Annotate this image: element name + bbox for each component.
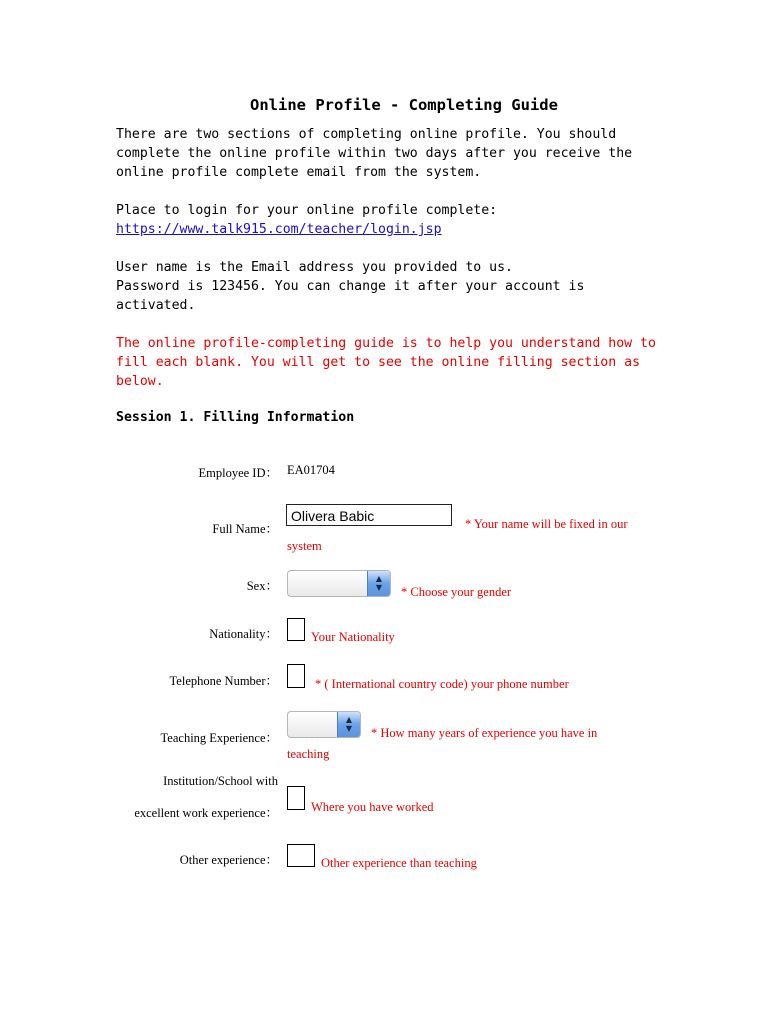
teaching-experience-note: * How many years of experience you have in xyxy=(371,726,598,740)
password-info-cont: activated. xyxy=(116,298,196,313)
guide-note-line-2: fill each blank. You will get to see the online filling section as xyxy=(116,355,641,370)
page-title: Online Profile - Completing Guide xyxy=(250,96,558,114)
teaching-experience-label: Teaching Experience： xyxy=(160,731,278,745)
sex-note: * Choose your gender xyxy=(401,585,512,599)
guide-note-line-3: below. xyxy=(116,374,164,389)
employee-id-label: Employee ID： xyxy=(198,466,278,480)
full-name-label: Full Name： xyxy=(212,522,278,536)
teaching-experience-select[interactable] xyxy=(287,711,361,738)
intro-line-1: There are two sections of completing online profile. You should xyxy=(116,127,617,142)
institution-label: Institution/School with xyxy=(163,774,278,788)
full-name-note: * Your name will be fixed in our xyxy=(465,517,628,531)
password-info: Password is 123456. You can change it after your account is xyxy=(116,279,585,294)
username-info: User name is the Email address you provided to us. xyxy=(116,260,513,275)
nationality-field[interactable] xyxy=(287,618,305,641)
intro-line-3: online profile complete email from the system. xyxy=(116,165,482,180)
login-link[interactable]: https://www.talk915.com/teacher/login.jsp xyxy=(116,222,442,237)
nationality-label: Nationality： xyxy=(209,627,278,641)
full-name-note-cont: system xyxy=(287,539,322,553)
full-name-field[interactable]: Olivera Babic xyxy=(286,504,452,526)
institution-label-cont: excellent work experience： xyxy=(134,806,278,820)
institution-note: Where you have worked xyxy=(311,800,434,814)
sex-label: Sex： xyxy=(246,579,278,593)
intro-line-2: complete the online profile within two days after you receive the xyxy=(116,146,633,161)
teaching-experience-note-cont: teaching xyxy=(287,747,330,761)
telephone-note: * ( International country code) your phone number xyxy=(315,677,569,691)
guide-note-line-1: The online profile-completing guide is to help you understand how to xyxy=(116,336,656,351)
nationality-note: Your Nationality xyxy=(311,630,395,644)
other-experience-field[interactable] xyxy=(287,844,315,867)
institution-field[interactable] xyxy=(287,786,305,810)
sex-select[interactable] xyxy=(287,570,391,597)
login-text: Place to login for your online profile complete: xyxy=(116,203,498,218)
telephone-field[interactable] xyxy=(287,664,305,688)
session-heading: Session 1. Filling Information xyxy=(116,410,355,425)
telephone-label: Telephone Number： xyxy=(169,674,278,688)
select-arrows-icon: ▲ ▼ xyxy=(367,571,390,596)
employee-id-value: EA01704 xyxy=(287,463,335,477)
other-experience-label: Other experience： xyxy=(179,853,278,867)
select-arrows-icon: ▲ ▼ xyxy=(337,712,360,737)
other-experience-note: Other experience than teaching xyxy=(321,856,477,870)
